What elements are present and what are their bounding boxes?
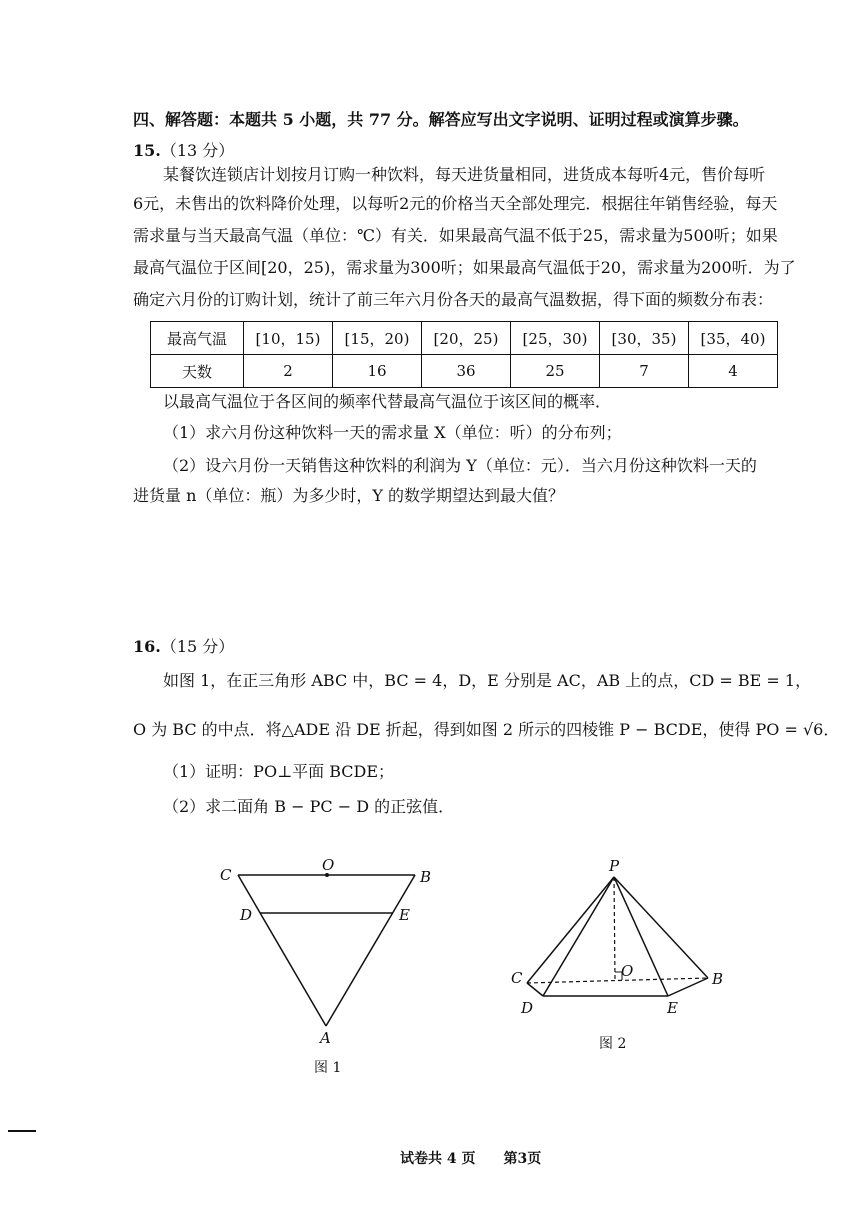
table-cell: 7	[600, 355, 689, 388]
q15-para-line: 确定六月份的订购计划，统计了前三年六月份各天的最高气温数据，得下面的频数分布表：	[133, 290, 774, 309]
fig2-edge-PC	[527, 877, 614, 983]
q16-heading	[133, 637, 234, 657]
table-cell: [25，30)	[511, 322, 600, 355]
footer-total: 试卷共 4 页	[400, 1151, 476, 1167]
q15-para-line: 6元，未售出的饮料降价处理，以每听2元的价格当天全部处理完．根据往年销售经验，每天	[133, 194, 778, 213]
margin-mark	[8, 1130, 36, 1132]
table-cell: [30，35)	[600, 322, 689, 355]
q15-para-line: 需求量与当天最高气温（单位：℃）有关．如果最高气温不低于25，需求量为500听；如果	[133, 226, 778, 245]
q15-para-line: 最高气温位于区间[20，25)，需求量为300听；如果最高气温低于20，需求量为200听．为了	[133, 258, 796, 277]
fig2-hidden-PO	[614, 877, 615, 980]
frequency-table	[150, 321, 778, 388]
table-cell: 16	[333, 355, 422, 388]
table-row	[151, 355, 778, 388]
table-header-days: 天数	[151, 355, 244, 388]
table-cell: [15，20)	[333, 322, 422, 355]
table-cell: [10，15)	[244, 322, 333, 355]
q15-heading	[133, 141, 234, 161]
table-cell: [35，40)	[689, 322, 778, 355]
fig2-edge-PD	[543, 877, 614, 996]
footer-page: 第3页	[503, 1151, 542, 1167]
table-header-temp: 最高气温	[151, 322, 244, 355]
table-row	[151, 322, 778, 355]
fig1-line-BA	[326, 875, 415, 1026]
figure-1	[210, 850, 450, 1080]
fig2-label-C: C	[511, 969, 523, 987]
fig1-label-E: E	[399, 906, 410, 924]
fig2-label-B: B	[712, 970, 724, 988]
fig2-edge-CD	[527, 983, 543, 996]
fig2-label-E: E	[667, 999, 678, 1017]
q16-score: （15 分）	[160, 637, 235, 656]
figure-2	[505, 850, 735, 1060]
q16-part2: （2）求二面角 B − PC − D 的正弦值．	[163, 797, 455, 816]
q15-part2-line2: 进货量 n（单位：瓶）为多少时，Y 的数学期望达到最大值？	[133, 486, 565, 505]
fig1-caption: 图 1	[314, 1060, 342, 1076]
q15-part2-line1: （2）设六月份一天销售这种饮料的利润为 Y（单位：元）．当六月份这种饮料一天的	[163, 456, 757, 475]
table-cell: [20，25)	[422, 322, 511, 355]
q16-part1: （1）证明：PO⊥平面 BCDE；	[163, 762, 395, 781]
q15-number: 15.	[133, 141, 161, 160]
q15-part1: （1）求六月份这种饮料一天的需求量 X（单位：听）的分布列；	[163, 423, 622, 442]
section-header: 四、解答题：本题共 5 小题，共 77 分。解答应写出文字说明、证明过程或演算步骤。	[133, 110, 749, 129]
page-footer	[400, 1148, 541, 1168]
table-cell: 25	[511, 355, 600, 388]
table-cell: 36	[422, 355, 511, 388]
q15-para-line: 某餐饮连锁店计划按月订购一种饮料，每天进货量相同，进货成本每听4元，售价每听	[163, 165, 766, 184]
fig1-label-A: A	[320, 1029, 331, 1047]
fig1-label-B: B	[420, 868, 432, 886]
table-cell: 4	[689, 355, 778, 388]
q15-score: （13 分）	[160, 141, 235, 160]
q16-line1: 如图 1，在正三角形 ABC 中，BC = 4，D，E 分别是 AC，AB 上的点，CD = BE = 1，	[163, 671, 812, 690]
fig1-line-CA	[238, 875, 326, 1026]
q15-note: 以最高气温位于各区间的频率代替最高气温位于该区间的概率．	[163, 392, 612, 411]
fig2-label-P: P	[609, 857, 620, 875]
q16-number: 16.	[133, 637, 161, 656]
fig1-label-D: D	[240, 906, 253, 924]
fig2-edge-EB	[668, 978, 708, 996]
fig2-caption: 图 2	[599, 1036, 627, 1052]
q16-line2: O 为 BC 的中点．将△ADE 沿 DE 折起，得到如图 2 所示的四棱锥 P − BCDE，使得 PO = √6．	[133, 720, 840, 739]
table-cell: 2	[244, 355, 333, 388]
fig1-label-O: O	[322, 856, 335, 874]
fig2-label-O: O	[621, 962, 634, 980]
fig2-label-D: D	[521, 999, 534, 1017]
fig1-label-C: C	[220, 866, 232, 884]
